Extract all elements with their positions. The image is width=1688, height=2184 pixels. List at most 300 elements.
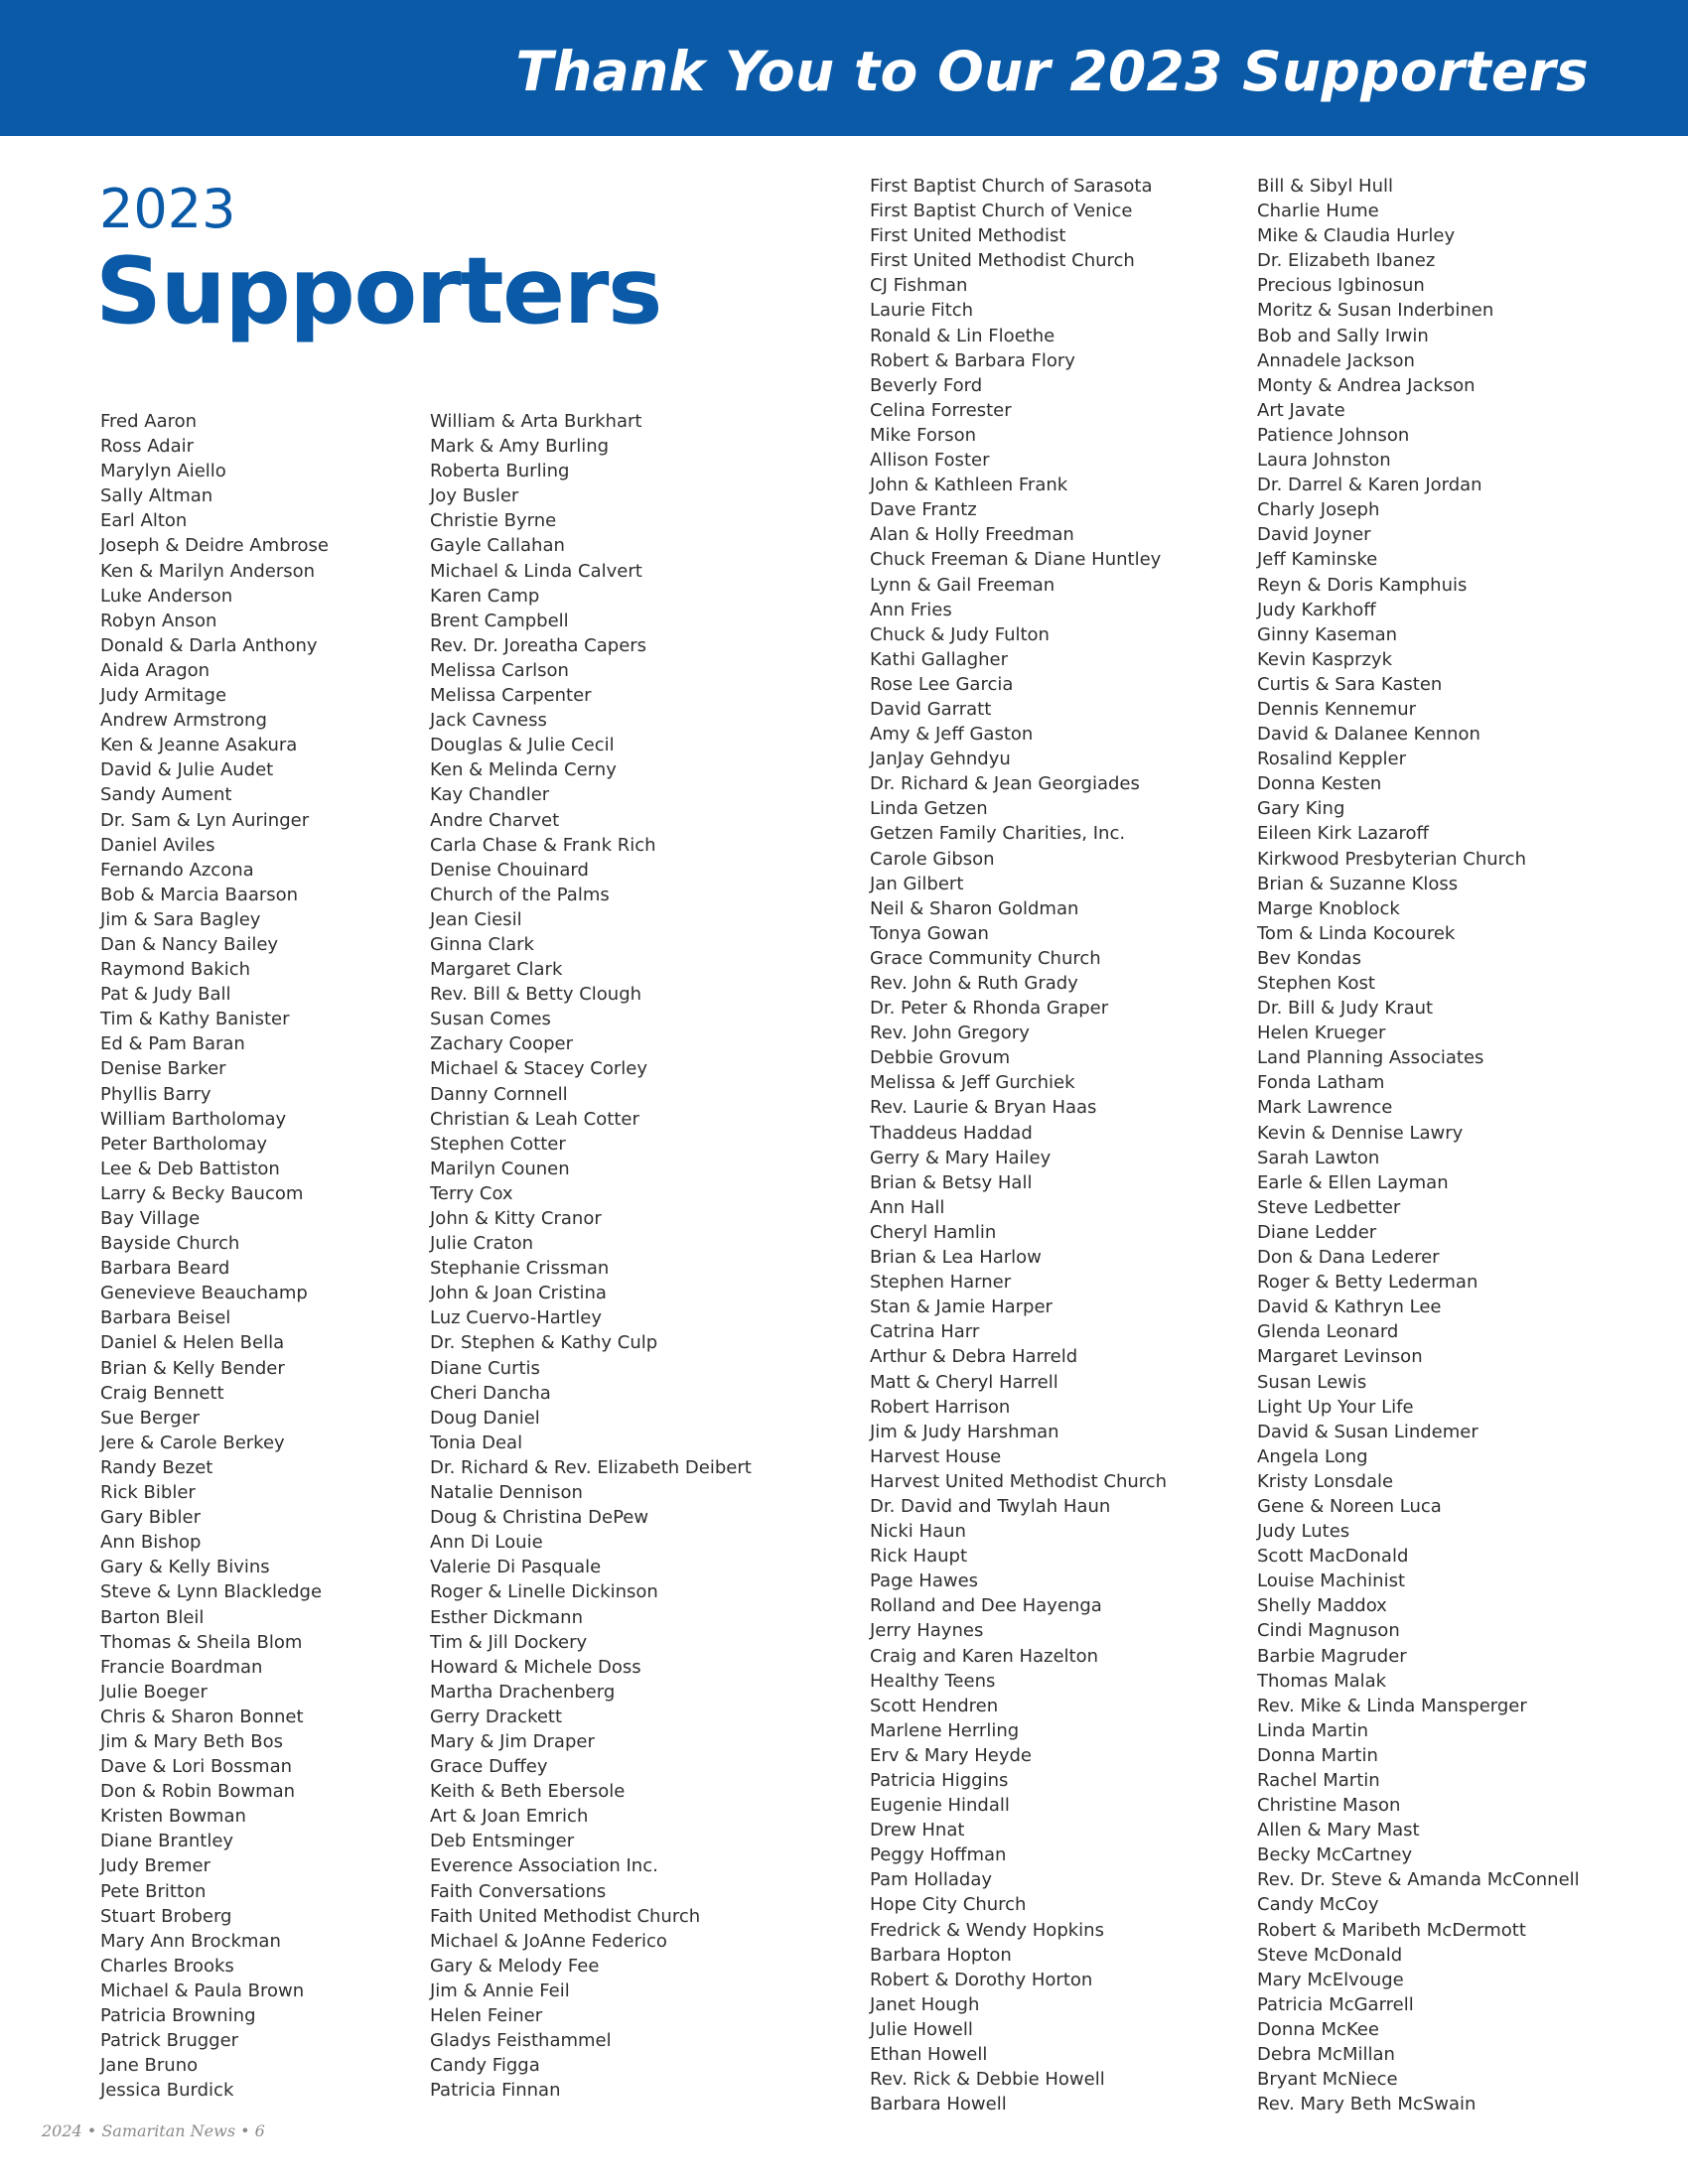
supporter-name: Bob & Marcia Baarson (100, 884, 299, 905)
supporter-name: Dr. Darrel & Karen Jordan (1257, 475, 1482, 496)
supporter-name: Rick Haupt (870, 1546, 968, 1568)
supporter-name: Luke Anderson (100, 585, 233, 607)
supporter-name: Terry Cox (430, 1182, 513, 1204)
supporter-name: Stephen Cotter (430, 1133, 566, 1155)
supporter-name: Mary & Jim Draper (430, 1730, 595, 1752)
supporter-name: Daniel & Helen Bella (100, 1332, 285, 1354)
supporter-name: Tonia Deal (430, 1432, 523, 1453)
supporter-name: Healthy Teens (870, 1670, 996, 1692)
supporter-name: Gary Bibler (100, 1507, 202, 1529)
supporter-name: Julie Craton (430, 1233, 533, 1255)
supporter-name: Robert & Barbara Flory (870, 349, 1075, 371)
supporter-name: Sarah Lawton (1257, 1147, 1380, 1168)
supporter-name: Fred Aaron (100, 411, 198, 432)
supporter-name: Rev. Mike & Linda Mansperger (1257, 1695, 1527, 1716)
supporter-name: Rosalind Keppler (1257, 749, 1406, 770)
supporter-name: Phyllis Barry (100, 1083, 211, 1105)
supporter-name: Sally Altman (100, 485, 213, 507)
supporter-name: Allison Foster (870, 450, 990, 472)
supporter-name: Catrina Harr (870, 1321, 980, 1343)
supporter-name: Tonya Gowan (870, 922, 989, 944)
supporter-name: Charles Brooks (100, 1955, 234, 1977)
supporter-name: Marilyn Counen (430, 1158, 570, 1179)
supporter-name: Gary & Kelly Bivins (100, 1557, 270, 1578)
supporter-name: Roger & Betty Lederman (1257, 1272, 1478, 1294)
supporter-name: Thomas & Sheila Blom (100, 1631, 303, 1653)
supporter-name: Kirkwood Presbyterian Church (1257, 848, 1526, 870)
supporter-name: Pete Britton (100, 1880, 207, 1902)
supporter-name: Faith Conversations (430, 1880, 607, 1902)
supporter-name: Jim & Sara Bagley (100, 908, 261, 930)
supporter-name: Howard & Michele Doss (430, 1656, 641, 1678)
supporter-name: Kristy Lonsdale (1257, 1470, 1394, 1492)
supporter-name: Allen & Mary Mast (1257, 1820, 1420, 1842)
supporter-name: Ann Hall (870, 1196, 945, 1218)
supporter-name: Andre Charvet (430, 809, 560, 831)
supporter-name: Carole Gibson (870, 848, 995, 870)
supporter-name: David & Dalanee Kennon (1257, 724, 1480, 746)
supporter-name: Charlie Hume (1257, 201, 1379, 222)
supporter-name: Rolland and Dee Hayenga (870, 1595, 1102, 1617)
supporter-name: Ginna Clark (430, 933, 534, 955)
supporter-name: Esther Dickmann (430, 1606, 583, 1628)
supporter-name: Marylyn Aiello (100, 461, 226, 482)
supporter-name: Don & Dana Lederer (1257, 1247, 1440, 1269)
supporter-name: Lee & Deb Battiston (100, 1158, 280, 1179)
supporter-name: Donald & Darla Anthony (100, 634, 318, 656)
supporter-name: Barton Bleil (100, 1606, 205, 1628)
supporter-name: Scott Hendren (870, 1695, 999, 1716)
supporter-name: Getzen Family Charities, Inc. (870, 823, 1126, 845)
supporter-name: Susan Comes (430, 1009, 551, 1030)
supporter-name: Church of the Palms (430, 884, 610, 905)
supporter-name: Erv & Mary Heyde (870, 1744, 1033, 1766)
supporter-name: Bev Kondas (1257, 947, 1361, 969)
supporter-name: Michael & Paula Brown (100, 1979, 305, 2001)
supporter-name: Diane Ledder (1257, 1221, 1377, 1243)
supporter-name: Amy & Jeff Gaston (870, 724, 1034, 746)
supporter-name: Page Hawes (870, 1570, 979, 1592)
supporter-name: Roger & Linelle Dickinson (430, 1581, 658, 1603)
supporter-name: Larry & Becky Baucom (100, 1182, 304, 1204)
supporter-name: Don & Robin Bowman (100, 1781, 296, 1803)
supporter-name: Shelly Maddox (1257, 1595, 1387, 1617)
supporter-name: Patricia Higgins (870, 1770, 1009, 1791)
supporter-name: Marlene Herrling (870, 1719, 1020, 1741)
supporter-name: Daniel Aviles (100, 834, 215, 856)
supporter-name: Linda Martin (1257, 1719, 1369, 1741)
supporter-name: Harvest United Methodist Church (870, 1470, 1168, 1492)
supporter-name: Gladys Feisthammel (430, 2030, 612, 2052)
supporter-name: Rick Bibler (100, 1482, 196, 1504)
supporter-name: William & Arta Burkhart (430, 411, 642, 432)
supporter-name: Hope City Church (870, 1894, 1027, 1916)
supporter-name: Craig Bennett (100, 1382, 224, 1404)
supporter-name: Joseph & Deidre Ambrose (100, 535, 329, 557)
supporter-name: First Baptist Church of Sarasota (870, 176, 1153, 197)
supporter-name: Jim & Judy Harshman (870, 1421, 1059, 1442)
supporter-name: Eileen Kirk Lazaroff (1257, 823, 1429, 845)
supporter-name: Brian & Betsy Hall (870, 1171, 1033, 1193)
supporter-name: Patricia McGarrell (1257, 1993, 1414, 2015)
supporter-name: Light Up Your Life (1257, 1396, 1414, 1418)
supporter-name: Jere & Carole Berkey (100, 1432, 285, 1453)
supporter-name: Margaret Levinson (1257, 1346, 1423, 1368)
supporter-name: Tom & Linda Kocourek (1257, 922, 1456, 944)
supporter-name: Christine Mason (1257, 1795, 1401, 1817)
supporter-name: Ann Fries (870, 599, 952, 620)
supporter-name: Steve McDonald (1257, 1944, 1403, 1966)
supporter-name: Raymond Bakich (100, 959, 251, 981)
supporter-name: John & Kathleen Frank (870, 475, 1068, 496)
supporter-name: Patrick Brugger (100, 2030, 239, 2052)
supporter-name: Louise Machinist (1257, 1570, 1406, 1592)
supporter-name: Aida Aragon (100, 659, 211, 681)
supporter-name: Valerie Di Pasquale (430, 1557, 602, 1578)
supporter-name: Julie Boeger (100, 1681, 208, 1703)
supporter-name: Gerry & Mary Hailey (870, 1147, 1052, 1168)
supporter-name: Patricia Finnan (430, 2080, 561, 2102)
supporter-name: Ronald & Lin Floethe (870, 325, 1055, 346)
supporter-name: Ken & Jeanne Asakura (100, 735, 298, 756)
supporter-name: Craig and Karen Hazelton (870, 1645, 1099, 1667)
supporter-name: Precious Igbinosun (1257, 275, 1425, 297)
supporter-name: Judy Karkhoff (1257, 599, 1376, 620)
supporter-name: Steve Ledbetter (1257, 1196, 1401, 1218)
supporter-name: Dave Frantz (870, 499, 977, 521)
supporter-name: Roberta Burling (430, 461, 570, 482)
supporter-name: Lynn & Gail Freeman (870, 574, 1055, 596)
supporter-name: Rev. Dr. Joreatha Capers (430, 634, 647, 656)
supporter-name: Moritz & Susan Inderbinen (1257, 300, 1494, 322)
supporter-name: Marge Knoblock (1257, 897, 1400, 919)
supporter-name: David Garratt (870, 698, 992, 720)
supporter-name: Michael & Stacey Corley (430, 1058, 647, 1080)
supporter-name: Gary King (1257, 798, 1345, 820)
supporters-column-4 (1257, 174, 1580, 2116)
supporter-name: Debbie Grovum (870, 1047, 1011, 1069)
supporter-name: Donna Kesten (1257, 773, 1382, 795)
supporter-name: Mike & Claudia Hurley (1257, 225, 1456, 247)
supporter-name: Steve & Lynn Blackledge (100, 1581, 323, 1603)
supporter-name: Joy Busler (430, 485, 519, 507)
supporter-name: Annadele Jackson (1257, 349, 1415, 371)
supporters-column-1 (100, 409, 329, 2103)
supporter-name: Christian & Leah Cotter (430, 1108, 639, 1130)
supporter-name: Glenda Leonard (1257, 1321, 1399, 1343)
supporter-name: Matt & Cheryl Harrell (870, 1371, 1058, 1393)
supporter-name: Barbara Beard (100, 1258, 230, 1280)
supporter-name: Gene & Noreen Luca (1257, 1495, 1442, 1517)
supporter-name: Stan & Jamie Harper (870, 1297, 1053, 1318)
supporter-name: First United Methodist Church (870, 250, 1135, 272)
supporter-name: Rev. Dr. Steve & Amanda McConnell (1257, 1869, 1580, 1891)
supporter-name: Christie Byrne (430, 510, 557, 532)
supporter-name: Jane Bruno (100, 2055, 199, 2077)
supporter-name: Candy McCoy (1257, 1894, 1379, 1916)
supporter-name: Dan & Nancy Bailey (100, 933, 279, 955)
supporter-name: Dr. Elizabeth Ibanez (1257, 250, 1436, 272)
supporter-name: Ethan Howell (870, 2044, 988, 2066)
supporter-name: Cheri Dancha (430, 1382, 551, 1404)
supporter-name: Ed & Pam Baran (100, 1033, 245, 1055)
supporter-name: Fernando Azcona (100, 859, 254, 881)
supporter-name: Dr. David and Twylah Haun (870, 1495, 1111, 1517)
supporter-name: Arthur & Debra Harreld (870, 1346, 1078, 1368)
supporter-name: William Bartholomay (100, 1108, 287, 1130)
supporter-name: Dennis Kennemur (1257, 698, 1417, 720)
supporter-name: Patricia Browning (100, 2005, 256, 2026)
supporter-name: Francie Boardman (100, 1656, 263, 1678)
supporter-name: Stuart Broberg (100, 1905, 232, 1927)
supporter-name: Mark Lawrence (1257, 1097, 1393, 1119)
supporter-name: Grace Community Church (870, 947, 1101, 969)
supporter-name: Susan Lewis (1257, 1371, 1367, 1393)
supporter-name: Curtis & Sara Kasten (1257, 673, 1443, 695)
supporter-name: Dr. Richard & Rev. Elizabeth Deibert (430, 1456, 752, 1478)
supporter-name: Jessica Burdick (100, 2080, 234, 2102)
supporter-name: Robert Harrison (870, 1396, 1011, 1418)
supporter-name: Gayle Callahan (430, 535, 565, 557)
supporter-name: Robyn Anson (100, 610, 217, 631)
supporter-name: Keith & Beth Ebersole (430, 1781, 626, 1803)
supporter-name: Kathi Gallagher (870, 648, 1009, 670)
supporter-name: Brian & Lea Harlow (870, 1247, 1042, 1269)
supporter-name: Art & Joan Emrich (430, 1806, 589, 1828)
supporter-name: Stephen Kost (1257, 973, 1375, 994)
supporter-name: Becky McCartney (1257, 1844, 1413, 1866)
supporter-name: Candy Figga (430, 2055, 540, 2077)
supporter-name: Bay Village (100, 1208, 201, 1229)
supporter-name: Peggy Hoffman (870, 1844, 1007, 1866)
supporter-name: Carla Chase & Frank Rich (430, 834, 656, 856)
supporter-name: Kevin Kasprzyk (1257, 648, 1393, 670)
supporter-name: Robert & Maribeth McDermott (1257, 1919, 1526, 1941)
supporter-name: Martha Drachenberg (430, 1681, 616, 1703)
supporter-name: Eugenie Hindall (870, 1795, 1010, 1817)
supporter-name: Jan Gilbert (870, 873, 964, 894)
supporter-name: Art Javate (1257, 399, 1345, 421)
supporter-name: Dr. Sam & Lyn Auringer (100, 809, 310, 831)
page-footer: 2024 • Samaritan News • 6 (42, 2121, 265, 2140)
title-banner (0, 0, 1688, 136)
supporter-name: Rev. Mary Beth McSwain (1257, 2094, 1477, 2116)
supporter-name: Pam Holladay (870, 1869, 993, 1891)
supporter-name: Chuck & Judy Fulton (870, 623, 1050, 645)
supporter-name: David Joyner (1257, 524, 1371, 546)
supporter-name: Ken & Marilyn Anderson (100, 560, 316, 582)
supporter-name: Monty & Andrea Jackson (1257, 374, 1476, 396)
supporter-name: Rose Lee Garcia (870, 673, 1014, 695)
supporter-name: Judy Lutes (1257, 1521, 1350, 1543)
supporter-name: Janet Hough (870, 1993, 980, 2015)
supporter-name: Debra McMillan (1257, 2044, 1395, 2066)
supporter-name: Mike Forson (870, 424, 977, 446)
supporter-name: Laura Johnston (1257, 450, 1391, 472)
supporter-name: Rev. John & Ruth Grady (870, 973, 1078, 994)
supporter-name: Michael & Linda Calvert (430, 560, 642, 582)
supporter-name: Rev. Laurie & Bryan Haas (870, 1097, 1097, 1119)
supporter-name: Melissa & Jeff Gurchiek (870, 1072, 1075, 1094)
supporter-name: Alan & Holly Freedman (870, 524, 1074, 546)
supporter-name: Stephen Harner (870, 1272, 1012, 1294)
supporter-name: Doug & Christina DePew (430, 1507, 649, 1529)
page-title: Supporters (95, 237, 661, 344)
supporter-name: First United Methodist (870, 225, 1066, 247)
supporter-name: Rachel Martin (1257, 1770, 1380, 1791)
supporter-name: JanJay Gehndyu (870, 749, 1011, 770)
supporter-name: Kristen Bowman (100, 1806, 246, 1828)
supporter-name: Diane Brantley (100, 1831, 234, 1852)
supporter-name: Kay Chandler (430, 784, 550, 806)
supporter-name: David & Kathryn Lee (1257, 1297, 1442, 1318)
supporter-name: Kevin & Dennise Lawry (1257, 1122, 1464, 1144)
supporter-name: Harvest House (870, 1445, 1002, 1467)
supporter-name: Zachary Cooper (430, 1033, 573, 1055)
supporters-column-2 (430, 409, 752, 2103)
supporter-name: Dr. Richard & Jean Georgiades (870, 773, 1140, 795)
supporter-name: Linda Getzen (870, 798, 988, 820)
supporter-name: Melissa Carpenter (430, 685, 592, 707)
supporter-name: Bayside Church (100, 1233, 240, 1255)
supporter-name: Tim & Kathy Banister (100, 1009, 290, 1030)
supporter-name: Judy Bremer (100, 1855, 211, 1877)
supporter-name: Ross Adair (100, 436, 195, 458)
supporter-name: Denise Barker (100, 1058, 226, 1080)
supporter-name: Mary McElvouge (1257, 1969, 1404, 1990)
supporter-name: Mark & Amy Burling (430, 436, 610, 458)
supporter-name: Dr. Peter & Rhonda Graper (870, 998, 1109, 1020)
supporter-name: Charly Joseph (1257, 499, 1380, 521)
supporter-name: Barbara Howell (870, 2094, 1007, 2116)
banner-title: Thank You to Our 2023 Supporters (515, 40, 1589, 103)
supporter-name: John & Joan Cristina (430, 1283, 607, 1304)
heading-year: 2023 (99, 178, 236, 240)
supporter-name: Ann Di Louie (430, 1532, 543, 1554)
supporter-name: Melissa Carlson (430, 659, 569, 681)
supporter-name: Mary Ann Brockman (100, 1930, 281, 1952)
supporter-name: Gerry Drackett (430, 1706, 563, 1727)
supporter-name: Jim & Mary Beth Bos (100, 1730, 284, 1752)
supporter-name: Peter Bartholomay (100, 1133, 268, 1155)
supporter-name: Sandy Aument (100, 784, 232, 806)
supporter-name: Neil & Sharon Goldman (870, 897, 1079, 919)
supporter-name: Judy Armitage (100, 685, 227, 707)
supporter-name: Barbara Hopton (870, 1944, 1012, 1966)
supporter-name: Diane Curtis (430, 1357, 540, 1379)
supporter-name: Dr. Stephen & Kathy Culp (430, 1332, 658, 1354)
supporter-name: Land Planning Associates (1257, 1047, 1484, 1069)
supporter-name: Rev. Rick & Debbie Howell (870, 2069, 1105, 2091)
supporter-name: Thomas Malak (1257, 1670, 1387, 1692)
supporter-name: Reyn & Doris Kamphuis (1257, 574, 1468, 596)
supporter-name: Michael & JoAnne Federico (430, 1930, 667, 1952)
supporter-name: Chuck Freeman & Diane Huntley (870, 549, 1162, 571)
supporter-name: Chris & Sharon Bonnet (100, 1706, 304, 1727)
supporter-name: Ken & Melinda Cerny (430, 759, 617, 781)
supporter-name: Dave & Lori Bossman (100, 1756, 293, 1778)
supporter-name: Patience Johnson (1257, 424, 1410, 446)
supporter-name: Scott MacDonald (1257, 1546, 1409, 1568)
supporter-name: Robert & Dorothy Horton (870, 1969, 1093, 1990)
supporter-name: First Baptist Church of Venice (870, 201, 1133, 222)
supporter-name: Julie Howell (870, 2018, 973, 2040)
supporter-name: Randy Bezet (100, 1456, 213, 1478)
supporter-name: Bob and Sally Irwin (1257, 325, 1429, 346)
supporter-name: Earle & Ellen Layman (1257, 1171, 1449, 1193)
supporter-name: Natalie Dennison (430, 1482, 583, 1504)
supporter-name: Jerry Haynes (870, 1620, 984, 1642)
supporter-name: Helen Feiner (430, 2005, 543, 2026)
supporter-name: Fredrick & Wendy Hopkins (870, 1919, 1104, 1941)
supporter-name: Celina Forrester (870, 399, 1012, 421)
supporter-name: Barbara Beisel (100, 1307, 231, 1329)
supporter-name: Karen Camp (430, 585, 540, 607)
supporter-name: Drew Hnat (870, 1820, 965, 1842)
supporter-name: Grace Duffey (430, 1756, 548, 1778)
supporter-name: Faith United Methodist Church (430, 1905, 701, 1927)
supporter-name: Jeff Kaminske (1257, 549, 1378, 571)
supporter-name: Bryant McNiece (1257, 2069, 1398, 2091)
supporter-name: Jean Ciesil (430, 908, 522, 930)
supporter-name: Sue Berger (100, 1407, 201, 1429)
supporter-name: Everence Association Inc. (430, 1855, 658, 1877)
supporter-name: Thaddeus Haddad (870, 1122, 1033, 1144)
supporter-name: Deb Entsminger (430, 1831, 575, 1852)
supporter-name: David & Julie Audet (100, 759, 274, 781)
supporter-name: Douglas & Julie Cecil (430, 735, 615, 756)
supporter-name: John & Kitty Cranor (430, 1208, 602, 1229)
supporter-name: Bill & Sibyl Hull (1257, 176, 1394, 197)
supporter-name: Pat & Judy Ball (100, 984, 231, 1006)
supporter-name: Rev. Bill & Betty Clough (430, 984, 642, 1006)
supporter-name: Ann Bishop (100, 1532, 202, 1554)
supporter-name: Tim & Jill Dockery (430, 1631, 588, 1653)
supporter-name: David & Susan Lindemer (1257, 1421, 1478, 1442)
supporter-name: Andrew Armstrong (100, 710, 267, 732)
supporter-name: Luz Cuervo-Hartley (430, 1307, 602, 1329)
supporter-name: Helen Krueger (1257, 1023, 1386, 1044)
supporter-name: Brian & Suzanne Kloss (1257, 873, 1459, 894)
supporter-name: Jack Cavness (430, 710, 547, 732)
supporter-name: Danny Cornnell (430, 1083, 568, 1105)
supporters-column-3 (870, 174, 1167, 2116)
supporter-name: Brent Campbell (430, 610, 569, 631)
supporter-name: Beverly Ford (870, 374, 983, 396)
supporter-name: Gary & Melody Fee (430, 1955, 600, 1977)
supporter-name: Laurie Fitch (870, 300, 974, 322)
supporter-name: Brian & Kelly Bender (100, 1357, 285, 1379)
supporter-name: Genevieve Beauchamp (100, 1283, 308, 1304)
supporter-name: Rev. John Gregory (870, 1023, 1030, 1044)
supporter-name: Margaret Clark (430, 959, 563, 981)
supporter-name: CJ Fishman (870, 275, 968, 297)
supporter-name: Denise Chouinard (430, 859, 589, 881)
supporter-name: Barbie Magruder (1257, 1645, 1407, 1667)
supporter-name: Cindi Magnuson (1257, 1620, 1400, 1642)
supporter-name: Stephanie Crissman (430, 1258, 610, 1280)
supporter-name: Doug Daniel (430, 1407, 540, 1429)
supporter-name: Dr. Bill & Judy Kraut (1257, 998, 1434, 1020)
supporter-name: Donna McKee (1257, 2018, 1379, 2040)
supporter-name: Jim & Annie Feil (430, 1979, 570, 2001)
supporter-name: Fonda Latham (1257, 1072, 1385, 1094)
supporter-name: Earl Alton (100, 510, 188, 532)
supporter-name: Donna Martin (1257, 1744, 1378, 1766)
supporter-name: Angela Long (1257, 1445, 1368, 1467)
supporter-name: Cheryl Hamlin (870, 1221, 997, 1243)
supporter-name: Ginny Kaseman (1257, 623, 1398, 645)
